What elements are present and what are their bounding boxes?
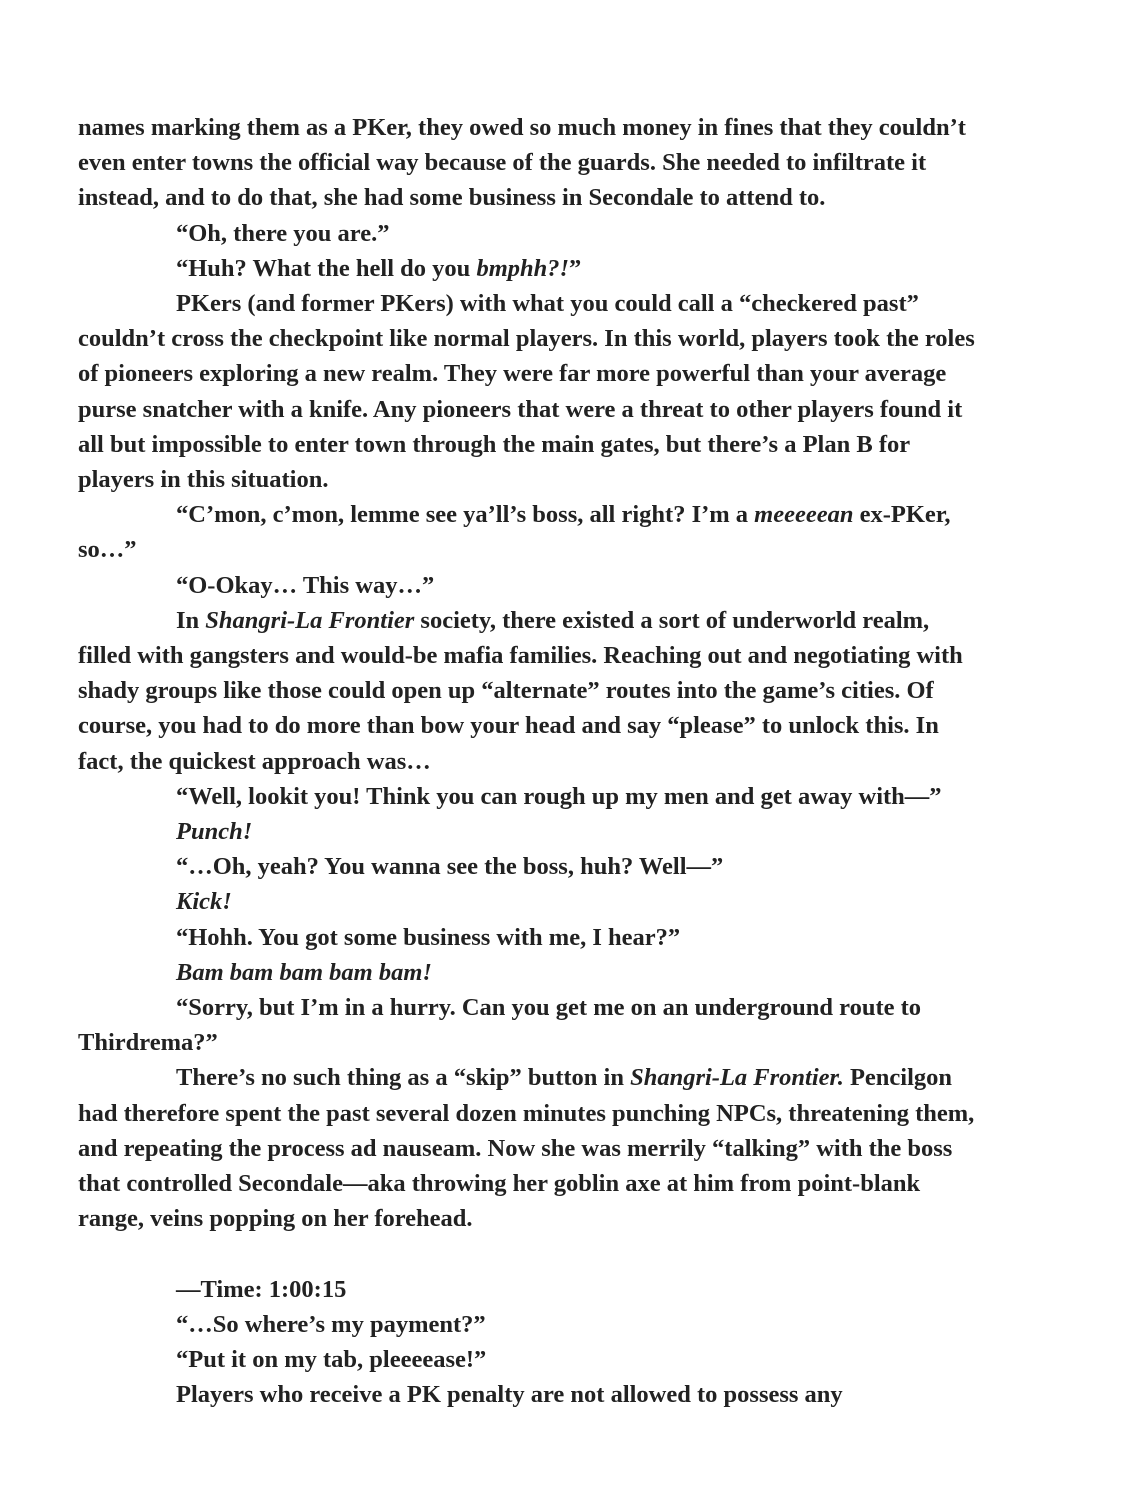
paragraph: [78, 1060, 988, 1236]
text-run: “Put it on my tab, pleeeease!”: [176, 1346, 487, 1374]
paragraph: [78, 1342, 988, 1377]
text-run: “Sorry, but I’m in a hurry. Can you get me on an underground route to Thirdrema?”: [78, 994, 922, 1057]
paragraph: [78, 1307, 988, 1342]
paragraph: [78, 497, 988, 567]
paragraph: [78, 814, 988, 849]
italic-text: Kick!: [176, 888, 232, 916]
italic-text: Bam bam bam bam bam!: [176, 958, 432, 986]
paragraph: [78, 955, 988, 990]
text-run: “C’mon, c’mon, lemme see ya’ll’s boss, all right? I’m a: [176, 501, 755, 529]
text-run: “O-Okay… This way…”: [176, 571, 435, 599]
text-run: ex-PKer, so…”: [78, 501, 951, 564]
text-run: “Huh? What the hell do you: [176, 254, 477, 282]
text-run: Players who receive a PK penalty are not allowed to possess any: [176, 1381, 843, 1409]
text-run: ”: [569, 254, 582, 282]
italic-text: Punch!: [176, 818, 253, 846]
paragraph: [78, 920, 988, 955]
text-run: “…Oh, yeah? You wanna see the boss, huh? Well—”: [176, 853, 724, 881]
paragraph: [78, 603, 988, 779]
page-text: [78, 110, 988, 1413]
paragraph: [78, 110, 988, 216]
text-run: Pencilgon had therefore spent the past several dozen minutes punching NPCs, threatening them, and repeating the process ad nauseam. Now she was merrily “talking” with the boss that controlled Secondale—aka throwing her goblin axe at him from point-blank range, veins popping on her forehead.: [78, 1064, 975, 1233]
paragraph: [78, 849, 988, 884]
text-run: “Well, lookit you! Think you can rough up my men and get away with—”: [176, 782, 942, 810]
text-run: “Oh, there you are.”: [176, 219, 390, 247]
paragraph: [78, 251, 988, 286]
italic-text: Shangri-La Frontier.: [630, 1064, 844, 1092]
text-run: “Hohh. You got some business with me, I hear?”: [176, 923, 681, 951]
text-run: There’s no such thing as a “skip” button in: [176, 1064, 631, 1092]
italic-text: bmphh?!: [476, 254, 570, 282]
paragraph: [78, 568, 988, 603]
paragraph: [78, 779, 988, 814]
paragraph: [78, 1272, 988, 1307]
text-run: society, there existed a sort of underworld realm, filled with gangsters and would-be mafia families. Reaching out and negotiating with shady groups like those could open up “alternate” routes into the game’s cities. Of course, you had to do more than bow your head and say “please” to unlock this. In fact, the quickest approach was…: [78, 606, 963, 775]
text-run: In: [176, 606, 206, 634]
text-run: “…So where’s my payment?”: [176, 1310, 486, 1338]
paragraph: [78, 286, 988, 497]
text-run: PKers (and former PKers) with what you could call a “checkered past” couldn’t cross the checkpoint like normal players. In this world, players took the roles of pioneers exploring a new realm. They were far more powerful than your average purse snatcher with a knife. Any pioneers that were a threat to other players found it all but impossible to enter town through the main gates, but there’s a Plan B for players in this situation.: [78, 290, 975, 494]
italic-text: Shangri-La Frontier: [205, 606, 415, 634]
italic-text: meeeeean: [754, 501, 854, 529]
paragraph: [78, 990, 988, 1060]
paragraph: [78, 216, 988, 251]
paragraph: [78, 1377, 988, 1412]
text-run: —Time: 1:00:15: [176, 1275, 347, 1303]
text-run: names marking them as a PKer, they owed so much money in fines that they couldn’t even enter towns the official way because of the guards. She needed to infiltrate it instead, and to do that, she had some business in Secondale to attend to.: [78, 114, 966, 212]
paragraph: [78, 884, 988, 919]
